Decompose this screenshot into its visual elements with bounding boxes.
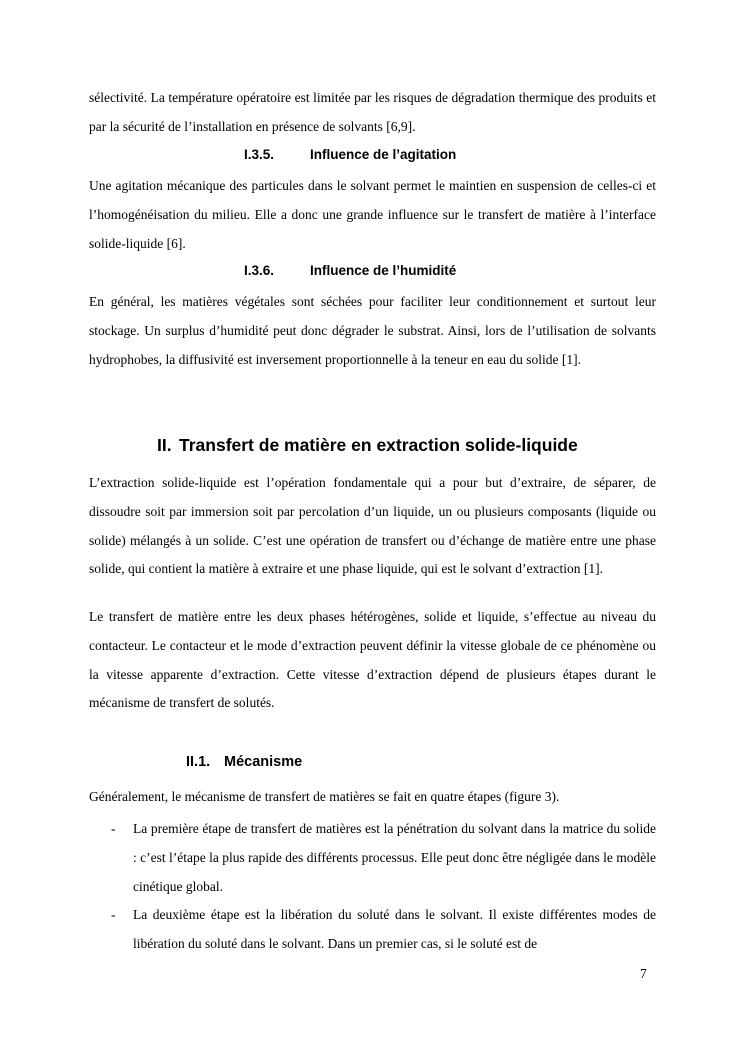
heading-transfert-matiere [157, 433, 578, 457]
heading-number: I.3.5. [244, 147, 275, 162]
heading-influence-agitation [244, 145, 456, 165]
paragraph-transfert-phases: Le transfert de matière entre les deux phases hétérogènes, solide et liquide, s’effectue au niveau du contacteur. Le contacteur et le mode d’extraction peuvent définir la vitesse globale de ce phénomène ou la vitesse apparente d’extraction. Cette vitesse d’extraction dépend de plusieurs étapes durant le mécanisme de transfert de solutés. [89, 609, 656, 711]
heading-title: Influence de l’humidité [310, 263, 457, 278]
list-item-text: La première étape de transfert de matières est la pénétration du solvant dans la matrice du solide : c’est l’étape la plus rapide des différents processus. Elle peut donc être négligée dans le modèle cinétique global. [133, 821, 656, 894]
heading-number: I.3.6. [244, 263, 275, 278]
list-item [89, 901, 656, 959]
heading-number: II. [157, 435, 172, 455]
page-number: 7 [640, 966, 647, 981]
paragraph-agitation: Une agitation mécanique des particules dans le solvant permet le maintien en suspension de celles-ci et l’homogénéisation du milieu. Elle a donc une grande influence sur le transfert de matière à l’interface solide-liquide [6]. [89, 178, 656, 251]
paragraph-mecanisme-intro: Généralement, le mécanisme de transfert de matières se fait en quatre étapes (figure 3). [89, 789, 560, 804]
heading-title: Influence de l’agitation [310, 147, 457, 162]
list-item [89, 815, 656, 901]
list-item-text: La deuxième étape est la libération du soluté dans le solvant. Il existe différentes modes de libération du soluté dans le solvant. Dans un premier cas, si le soluté est de [133, 907, 656, 952]
heading-title: Mécanisme [224, 754, 303, 770]
heading-title: Transfert de matière en extraction solide-liquide [179, 435, 578, 455]
paragraph-temperature: sélectivité. La température opératoire est limitée par les risques de dégradation thermique des produits et par la sécurité de l’installation en présence de solvants [6,9]. [89, 90, 656, 134]
bullet-dash: - [111, 821, 116, 836]
heading-influence-humidite [244, 261, 456, 281]
heading-number: II.1. [186, 754, 211, 770]
heading-mecanisme [186, 752, 302, 772]
paragraph-extraction-definition: L’extraction solide-liquide est l’opération fondamentale qui a pour but d’extraire, de séparer, de dissoudre soit par immersion soit par percolation d’un liquide, un ou plusieurs composants (liquide ou solide) mélangés à un solide. C’est une opération de transfert ou d’échange de matière entre une phase solide, qui contient la matière à extraire et une phase liquide, qui est le solvant d’extraction [1]. [89, 475, 656, 577]
steps-list [89, 815, 656, 959]
paragraph-humidite: En général, les matières végétales sont séchées pour faciliter leur conditionnement et surtout leur stockage. Un surplus d’humidité peut donc dégrader le substrat. Ainsi, lors de l’utilisation de solvants hydrophobes, la diffusivité est inversement proportionnelle à la teneur en eau du solide [1]. [89, 294, 656, 367]
bullet-dash: - [111, 907, 116, 923]
